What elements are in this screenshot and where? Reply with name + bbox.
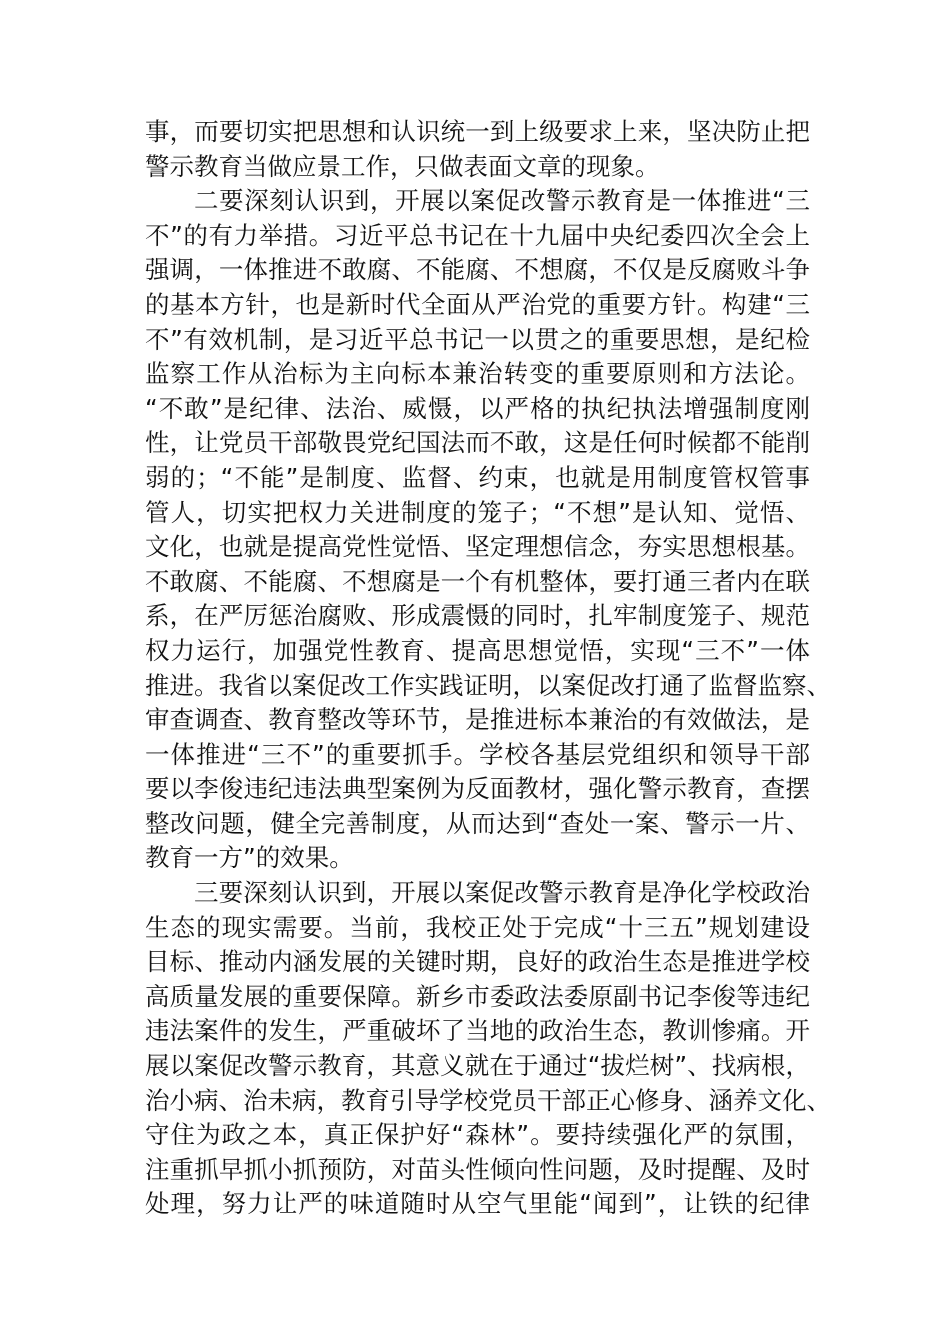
text-line: 整改问题，健全完善制度，从而达到“查处一案、警示一片、 [145,808,810,838]
text-line: 性，让党员干部敬畏党纪国法而不敢，这是任何时候都不能削 [145,428,810,458]
text-line: 高质量发展的重要保障。新乡市委政法委原副书记李俊等违纪 [145,981,810,1011]
text-line: 一体推进“三不”的重要抓手。学校各基层党组织和领导干部 [145,739,810,769]
text-line: 生态的现实需要。当前，我校正处于完成“十三五”规划建设 [145,912,810,942]
text-line: 权力运行，加强党性教育、提高思想觉悟，实现“三不”一体 [145,635,810,665]
text-line: 目标、推动内涵发展的关键时期，良好的政治生态是推进学校 [145,947,810,977]
text-line: 文化，也就是提高党性觉悟、坚定理想信念，夯实思想根基。 [145,532,810,562]
text-line: 系，在严厉惩治腐败、形成震慑的同时，扎牢制度笼子、规范 [145,601,810,631]
text-line: 教育一方”的效果。 [145,843,354,873]
text-line: 不”的有力举措。习近平总书记在十九届中央纪委四次全会上 [145,220,810,250]
text-line: 要以李俊违纪违法典型案例为反面教材，强化警示教育，查摆 [145,774,810,804]
text-line: 事，而要切实把思想和认识统一到上级要求上来，坚决防止把 [145,117,810,146]
text-line: 治小病、治未病，教育引导学校党员干部正心修身、涵养文化、 [145,1085,831,1115]
paragraph-start-line: 三要深刻认识到，开展以案促改警示教育是净化学校政治 [194,878,810,908]
text-line: 审查调查、教育整改等环节，是推进标本兼治的有效做法，是 [145,705,810,735]
text-line: 弱的；“不能”是制度、监督、约束，也就是用制度管权管事 [145,462,810,492]
text-line: 推进。我省以案促改工作实践证明，以案促改打通了监督监察、 [145,670,831,700]
text-line: 不敢腐、不能腐、不想腐是一个有机整体，要打通三者内在联 [145,566,810,596]
text-line: 警示教育当做应景工作，只做表面文章的现象。 [145,151,660,181]
text-line: 强调，一体推进不敢腐、不能腐、不想腐，不仅是反腐败斗争 [145,255,810,285]
text-line: 不”有效机制，是习近平总书记一以贯之的重要思想，是纪检 [145,324,810,354]
paragraph-start-line: 二要深刻认识到，开展以案促改警示教育是一体推进“三 [194,186,810,216]
text-line: 监察工作从治标为主向标本兼治转变的重要原则和方法论。 [145,359,810,389]
text-line: 处理，努力让严的味道随时从空气里能“闻到”，让铁的纪律 [145,1189,810,1219]
text-line: 展以案促改警示教育，其意义就在于通过“拔烂树”、找病根， [145,1051,810,1081]
text-line: 的基本方针，也是新时代全面从严治党的重要方针。构建“三 [145,289,810,319]
text-line: 注重抓早抓小抓预防，对苗头性倾向性问题，及时提醒、及时 [145,1154,810,1184]
text-line: “不敢”是纪律、法治、威慑，以严格的执纪执法增强制度刚 [145,393,810,423]
text-line: 违法案件的发生，严重破坏了当地的政治生态，教训惨痛。开 [145,1016,810,1046]
body-text [145,115,831,1222]
text-line: 管人，切实把权力关进制度的笼子；“不想”是认知、觉悟、 [145,497,810,527]
text-line: 守住为政之本，真正保护好“森林”。要持续强化严的氛围， [145,1120,810,1150]
